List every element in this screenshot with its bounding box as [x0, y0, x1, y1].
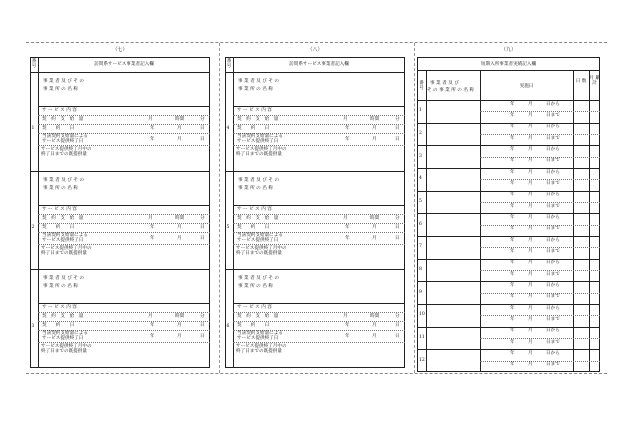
- group-divider: [225, 269, 405, 270]
- grid-line: [225, 72, 405, 73]
- unit-label: 月: [177, 235, 182, 241]
- date-to-label: 月: [528, 248, 533, 254]
- unit-label: 年: [345, 137, 350, 142]
- service-content-label: サ ー ビ ス 内 容: [42, 206, 77, 212]
- date-to-label: 月: [528, 203, 533, 209]
- date-from-label: 年: [510, 214, 515, 220]
- number-column-header: 番号: [419, 81, 424, 91]
- row-number: 1: [419, 108, 422, 114]
- unit-label: 月: [177, 126, 182, 131]
- date-from-label: 日から: [546, 350, 560, 356]
- unit-label: 月: [372, 334, 377, 340]
- row-number: 2: [419, 131, 422, 136]
- service-content-label: サ ー ビ ス 内 容: [42, 305, 77, 311]
- provider-name-label: 事 業 所 の 名 称: [238, 284, 273, 290]
- date-from-label: 年: [510, 169, 515, 175]
- date-to-label: 年: [510, 226, 515, 232]
- group-number: 5: [226, 224, 230, 230]
- date-from-label: 日から: [546, 124, 560, 130]
- provided-amount-label: サービス提供終了月中の: [236, 147, 287, 152]
- unit-label: 年: [345, 235, 350, 241]
- group-number: 1: [31, 126, 35, 132]
- provider-name-label: 事 業 者 及 び そ の: [238, 79, 279, 84]
- date-to-label: 月: [528, 112, 533, 118]
- day-count-header: 日 数: [575, 79, 587, 84]
- dotted-rule: [233, 214, 405, 215]
- unit-label: 日: [395, 235, 400, 241]
- row-divider: [417, 281, 600, 282]
- row-number: 5: [419, 199, 422, 204]
- grid-line: [30, 72, 210, 73]
- unit-label: 月: [372, 126, 377, 131]
- provider-column-header: そ の 事 業 所 の 名 称: [427, 88, 474, 93]
- row-number: 7: [419, 244, 422, 250]
- number-column-header: 番号: [226, 59, 232, 69]
- date-to-label: 月: [528, 362, 533, 368]
- panel-divider: [414, 43, 415, 373]
- date-to-label: 月: [528, 135, 533, 141]
- unit-label: 日: [395, 224, 400, 230]
- date-from-label: 日から: [546, 214, 560, 220]
- provider-name-label: 事 業 者 及 び そ の: [43, 276, 84, 282]
- date-to-label: 月: [528, 271, 533, 277]
- contract-date-label: 契 約 日: [42, 126, 75, 131]
- date-to-label: 年: [510, 271, 515, 277]
- date-to-label: 日まで: [546, 180, 560, 186]
- date-from-label: 年: [510, 350, 515, 356]
- unit-label: 日: [395, 137, 400, 142]
- date-to-label: 日まで: [546, 112, 560, 118]
- unit-label: 分: [395, 215, 400, 221]
- unit-label: 年: [150, 137, 155, 142]
- dotted-rule: [480, 315, 600, 316]
- date-from-label: 年: [510, 328, 515, 334]
- date-from-label: 年: [510, 101, 515, 107]
- service-end-label: 当該契約支給量による: [42, 331, 88, 337]
- row-divider: [417, 123, 600, 124]
- service-content-label: サ ー ビ ス 内 容: [42, 108, 77, 113]
- dotted-rule: [480, 293, 600, 294]
- date-from-label: 日から: [546, 237, 560, 243]
- group-number: 4: [226, 126, 230, 132]
- dotted-rule: [480, 202, 600, 203]
- unit-label: 日: [200, 334, 205, 340]
- date-from-label: 日から: [546, 305, 560, 311]
- date-to-label: 月: [528, 226, 533, 232]
- provided-amount-label: 終了日までの既提供量: [41, 250, 87, 256]
- date-from-label: 月: [528, 328, 533, 334]
- unit-label: 月: [148, 117, 153, 122]
- date-to-label: 月: [528, 316, 533, 322]
- service-content-label: サ ー ビ ス 内 容: [237, 206, 272, 212]
- unit-label: 月: [177, 323, 182, 329]
- date-from-label: 月: [528, 192, 533, 198]
- date-from-label: 月: [528, 124, 533, 130]
- row-number: 11: [419, 335, 425, 340]
- date-from-label: 月: [528, 169, 533, 175]
- section-header: 訪問系サービス事業者記入欄: [94, 62, 154, 67]
- unit-label: 時間: [175, 314, 185, 320]
- row-divider: [417, 236, 600, 237]
- date-from-label: 日から: [546, 169, 560, 175]
- date-from-label: 月: [528, 101, 533, 107]
- group-divider: [30, 269, 210, 270]
- provider-name-label: 事 業 所 の 名 称: [238, 185, 273, 191]
- date-to-label: 日まで: [546, 316, 560, 322]
- unit-label: 時間: [175, 117, 185, 122]
- unit-label: 日: [395, 334, 400, 340]
- provided-amount-label: サービス提供終了月中の: [41, 245, 92, 251]
- dotted-rule: [233, 244, 405, 245]
- date-from-label: 月: [528, 350, 533, 356]
- contract-amount-label: 契 約 支 給 量: [42, 215, 84, 221]
- unit-label: 日: [200, 235, 205, 241]
- dotted-rule: [38, 145, 210, 146]
- date-to-label: 日まで: [546, 203, 560, 209]
- date-to-label: 日まで: [546, 271, 560, 277]
- provided-amount-label: サービス提供終了月中の: [41, 344, 92, 350]
- date-to-label: 年: [510, 112, 515, 118]
- date-from-label: 月: [528, 305, 533, 311]
- unit-label: 月: [148, 314, 153, 320]
- provider-name-label: 事 業 者 及 び そ の: [43, 79, 84, 84]
- provided-amount-label: サービス提供終了月中の: [41, 147, 92, 152]
- date-from-label: 日から: [546, 101, 560, 107]
- provider-name-label: 事 業 者 及 び そ の: [238, 177, 279, 183]
- date-to-label: 年: [510, 180, 515, 186]
- service-end-label: サービス提供終了日: [42, 336, 84, 342]
- unit-label: 年: [345, 334, 350, 340]
- dotted-rule: [38, 115, 210, 116]
- unit-label: 月: [177, 224, 182, 230]
- date-to-label: 月: [528, 180, 533, 186]
- unit-label: 月: [148, 215, 153, 221]
- group-number: 2: [31, 224, 35, 230]
- date-from-label: 日から: [546, 146, 560, 152]
- dotted-rule: [480, 270, 600, 271]
- contract-date-label: 契 約 日: [237, 126, 270, 131]
- unit-label: 時間: [370, 314, 380, 320]
- dotted-rule: [38, 124, 210, 125]
- contract-amount-label: 契 約 支 給 量: [237, 117, 279, 122]
- dotted-rule: [480, 179, 600, 180]
- unit-label: 年: [345, 323, 350, 329]
- date-to-label: 日まで: [546, 158, 560, 164]
- dotted-rule: [38, 214, 210, 215]
- provided-amount-label: 終了日までの既提供量: [41, 349, 87, 355]
- date-from-label: 月: [528, 282, 533, 288]
- unit-label: 月: [372, 224, 377, 230]
- group-number: 6: [226, 323, 230, 329]
- unit-label: 月: [343, 314, 348, 320]
- group-divider: [225, 171, 405, 172]
- row-divider: [417, 349, 600, 350]
- service-end-label: 当該契約支給量による: [42, 232, 88, 238]
- contract-amount-label: 契 約 支 給 量: [237, 314, 279, 320]
- implementation-date-header: 実施日: [519, 84, 534, 89]
- provided-amount-label: 終了日までの既提供量: [41, 152, 87, 157]
- unit-label: 月: [372, 137, 377, 142]
- service-content-label: サ ー ビ ス 内 容: [237, 305, 272, 311]
- date-from-label: 年: [510, 237, 515, 243]
- unit-label: 分: [395, 314, 400, 320]
- contract-amount-label: 契 約 支 給 量: [42, 314, 84, 320]
- unit-label: 日: [395, 323, 400, 329]
- service-end-label: サービス提供終了日: [42, 237, 84, 243]
- row-divider: [417, 327, 600, 328]
- date-to-label: 年: [510, 316, 515, 322]
- section-header: 短期入所事業者実績記入欄: [480, 62, 537, 67]
- provided-amount-label: 終了日までの既提供量: [236, 250, 282, 256]
- unit-label: 月: [177, 137, 182, 142]
- date-from-label: 日から: [546, 192, 560, 198]
- unit-label: 時間: [175, 215, 185, 221]
- date-from-label: 年: [510, 192, 515, 198]
- date-from-label: 年: [510, 305, 515, 311]
- contract-amount-label: 契 約 支 給 量: [237, 215, 279, 221]
- date-to-label: 年: [510, 135, 515, 141]
- unit-label: 分: [200, 215, 205, 221]
- unit-label: 年: [150, 334, 155, 340]
- provider-name-label: 事 業 所 の 名 称: [43, 185, 78, 191]
- date-from-label: 月: [528, 260, 533, 266]
- date-to-label: 日まで: [546, 248, 560, 254]
- panel-title: （八）: [307, 47, 323, 53]
- row-number: 8: [419, 267, 422, 272]
- service-end-label: サービス提供終了日: [237, 237, 279, 243]
- panel-divider: [219, 43, 220, 373]
- dotted-rule: [38, 223, 210, 224]
- dotted-rule: [480, 338, 600, 339]
- row-divider: [417, 168, 600, 169]
- date-to-label: 年: [510, 203, 515, 209]
- contract-date-label: 契 約 日: [42, 323, 75, 329]
- grid-line: [233, 205, 405, 206]
- date-to-label: 年: [510, 158, 515, 164]
- service-end-label: サービス提供終了日: [237, 139, 279, 144]
- unit-label: 年: [150, 224, 155, 230]
- date-to-label: 日まで: [546, 226, 560, 232]
- unit-label: 分: [200, 117, 205, 122]
- unit-label: 年: [150, 323, 155, 329]
- date-from-label: 日から: [546, 282, 560, 288]
- date-from-label: 年: [510, 282, 515, 288]
- date-to-label: 月: [528, 158, 533, 164]
- provider-name-label: 事 業 者 及 び そ の: [43, 177, 84, 183]
- unit-label: 年: [345, 224, 350, 230]
- row-number: 3: [419, 153, 422, 159]
- unit-label: 分: [395, 117, 400, 122]
- row-number: 4: [419, 176, 422, 182]
- service-end-label: 当該契約支給量による: [237, 134, 283, 139]
- date-from-label: 月: [528, 146, 533, 152]
- date-from-label: 年: [510, 260, 515, 266]
- dotted-rule: [480, 111, 600, 112]
- row-divider: [417, 213, 600, 214]
- dotted-rule: [233, 115, 405, 116]
- unit-label: 分: [200, 314, 205, 320]
- dotted-rule: [480, 134, 600, 135]
- date-from-label: 年: [510, 124, 515, 130]
- provided-amount-label: 終了日までの既提供量: [236, 349, 282, 355]
- provider-column-header: 事 業 者 及 び: [430, 81, 459, 86]
- service-content-label: サ ー ビ ス 内 容: [237, 108, 272, 113]
- date-from-label: 年: [510, 146, 515, 152]
- date-to-label: 年: [510, 339, 515, 345]
- unit-label: 月: [372, 235, 377, 241]
- unit-label: 年: [345, 126, 350, 131]
- service-end-label: サービス提供終了日: [237, 336, 279, 342]
- unit-label: 日: [200, 323, 205, 329]
- unit-label: 時間: [370, 215, 380, 221]
- date-to-label: 月: [528, 339, 533, 345]
- date-to-label: 日まで: [546, 135, 560, 141]
- service-end-label: 当該契約支給量による: [237, 232, 283, 238]
- provider-name-label: 事 業 所 の 名 称: [43, 87, 78, 92]
- row-number: 6: [419, 221, 422, 227]
- provided-amount-label: サービス提供終了月中の: [236, 245, 287, 251]
- contract-date-label: 契 約 日: [42, 224, 75, 230]
- dotted-rule: [233, 124, 405, 125]
- date-to-label: 月: [528, 294, 533, 300]
- dotted-rule: [480, 225, 600, 226]
- date-to-label: 年: [510, 294, 515, 300]
- unit-label: 日: [200, 137, 205, 142]
- unit-label: 日: [200, 126, 205, 131]
- header-bottom: [417, 100, 600, 101]
- row-number: 12: [419, 357, 425, 363]
- monthly-total-header: 月 累 計: [589, 76, 600, 86]
- section-header: 訪問系サービス事業者記入欄: [289, 62, 349, 67]
- provided-amount-label: サービス提供終了月中の: [236, 344, 287, 350]
- service-end-label: サービス提供終了日: [42, 139, 84, 144]
- group-number: 3: [31, 323, 35, 329]
- unit-label: 月: [343, 117, 348, 122]
- contract-date-label: 契 約 日: [237, 323, 270, 329]
- row-number: 10: [419, 312, 425, 318]
- date-to-label: 年: [510, 248, 515, 254]
- date-from-label: 月: [528, 214, 533, 220]
- unit-label: 月: [177, 334, 182, 340]
- provider-name-label: 事 業 者 及 び そ の: [238, 276, 279, 282]
- contract-date-label: 契 約 日: [237, 224, 270, 230]
- date-from-label: 月: [528, 237, 533, 243]
- panel-title: （七）: [112, 47, 128, 53]
- row-divider: [417, 259, 600, 260]
- dotted-rule: [233, 223, 405, 224]
- date-to-label: 日まで: [546, 362, 560, 368]
- contract-amount-label: 契 約 支 給 量: [42, 117, 84, 122]
- date-from-label: 日から: [546, 260, 560, 266]
- provided-amount-label: 終了日までの既提供量: [236, 152, 282, 157]
- provider-name-label: 事 業 所 の 名 称: [43, 284, 78, 290]
- date-from-label: 日から: [546, 328, 560, 334]
- date-to-label: 年: [510, 362, 515, 368]
- unit-label: 年: [150, 235, 155, 241]
- row-divider: [417, 304, 600, 305]
- provider-name-label: 事 業 所 の 名 称: [238, 87, 273, 92]
- group-divider: [30, 171, 210, 172]
- unit-label: 月: [343, 215, 348, 221]
- dotted-rule: [38, 244, 210, 245]
- unit-label: 日: [200, 224, 205, 230]
- grid-line: [233, 106, 405, 107]
- unit-label: 日: [395, 126, 400, 131]
- date-to-label: 日まで: [546, 294, 560, 300]
- dotted-rule: [480, 247, 600, 248]
- unit-label: 月: [372, 323, 377, 329]
- grid-line: [38, 106, 210, 107]
- service-end-label: 当該契約支給量による: [237, 331, 283, 337]
- date-to-label: 日まで: [546, 339, 560, 345]
- unit-label: 年: [150, 126, 155, 131]
- panel-title: （九）: [500, 47, 516, 53]
- row-number: 9: [419, 289, 422, 295]
- dotted-rule: [233, 145, 405, 146]
- dotted-rule: [480, 361, 600, 362]
- number-column-header: 番号: [31, 59, 37, 69]
- row-divider: [417, 145, 600, 146]
- row-divider: [417, 191, 600, 192]
- dotted-rule: [480, 157, 600, 158]
- unit-label: 時間: [370, 117, 380, 122]
- grid-line: [38, 205, 210, 206]
- service-end-label: 当該契約支給量による: [42, 134, 88, 139]
